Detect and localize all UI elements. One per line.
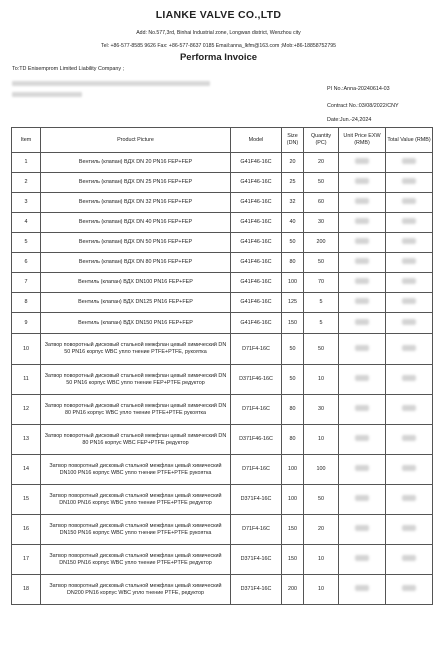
row-quantity: 100: [304, 455, 339, 485]
row-item: 16: [12, 515, 41, 545]
row-quantity: 200: [304, 233, 339, 253]
redacted-value: [355, 585, 369, 591]
row-unit-price-redacted: [339, 173, 386, 193]
row-unit-price-redacted: [339, 233, 386, 253]
row-unit-price-redacted: [339, 575, 386, 605]
redacted-value: [355, 158, 369, 164]
header-quantity: Quantity (PC): [304, 128, 339, 153]
header-unit-price: Unit Price EXW (RMB): [339, 128, 386, 153]
row-description: Вентиль (клапан) ВДХ DN 32 PN16 FEP+FEP: [41, 193, 231, 213]
row-unit-price-redacted: [339, 515, 386, 545]
row-quantity: 10: [304, 545, 339, 575]
table-row: [12, 455, 433, 485]
redacted-value: [402, 345, 416, 351]
redacted-recipient-line-1: [12, 81, 210, 86]
row-item: 17: [12, 545, 41, 575]
row-size: 100: [282, 273, 304, 293]
table-row: [12, 193, 433, 213]
row-total-value-redacted: [386, 233, 433, 253]
document-title: Performa Invoice: [179, 52, 258, 63]
header-model: Model: [231, 128, 282, 153]
redacted-value: [402, 218, 416, 224]
row-size: 100: [282, 455, 304, 485]
row-total-value-redacted: [386, 213, 433, 233]
row-total-value-redacted: [386, 334, 433, 365]
redacted-value: [402, 405, 416, 411]
invoice-date: Date:Jun.-24,2024: [327, 117, 372, 123]
row-unit-price-redacted: [339, 455, 386, 485]
row-model: D371F46-16C: [231, 425, 282, 455]
row-quantity: 10: [304, 575, 339, 605]
row-model: D371F4-16C: [231, 575, 282, 605]
table-row: [12, 334, 433, 365]
row-quantity: 10: [304, 425, 339, 455]
row-size: 50: [282, 233, 304, 253]
row-total-value-redacted: [386, 173, 433, 193]
table-row: [12, 545, 433, 575]
company-name: LIANKE VALVE CO.,LTD: [155, 9, 282, 21]
row-model: G41F46-16C: [231, 273, 282, 293]
redacted-value: [402, 298, 416, 304]
row-item: 3: [12, 193, 41, 213]
row-quantity: 10: [304, 365, 339, 395]
row-model: G41F46-16C: [231, 153, 282, 173]
row-total-value-redacted: [386, 273, 433, 293]
redacted-value: [355, 345, 369, 351]
row-quantity: 70: [304, 273, 339, 293]
redacted-value: [402, 585, 416, 591]
row-item: 11: [12, 365, 41, 395]
row-item: 2: [12, 173, 41, 193]
row-description: Затвор поворотный дисковый стальной межфлан цевый химический DN 80 PN16 корпус WBC FEP+PTFE редуктор: [41, 425, 231, 455]
table-row: [12, 253, 433, 273]
table-row: [12, 365, 433, 395]
row-quantity: 60: [304, 193, 339, 213]
row-model: D371F4-16C: [231, 485, 282, 515]
row-model: D71F4-16C: [231, 455, 282, 485]
header-product-picture: Product Picture: [41, 128, 231, 153]
row-total-value-redacted: [386, 153, 433, 173]
redacted-value: [402, 178, 416, 184]
row-item: 4: [12, 213, 41, 233]
row-unit-price-redacted: [339, 193, 386, 213]
redacted-value: [355, 278, 369, 284]
row-model: G41F46-16C: [231, 213, 282, 233]
row-unit-price-redacted: [339, 153, 386, 173]
row-unit-price-redacted: [339, 365, 386, 395]
row-size: 80: [282, 425, 304, 455]
row-total-value-redacted: [386, 545, 433, 575]
row-quantity: 50: [304, 485, 339, 515]
row-unit-price-redacted: [339, 273, 386, 293]
table-row: [12, 313, 433, 334]
redacted-value: [355, 375, 369, 381]
row-size: 150: [282, 545, 304, 575]
contract-number: Contract No.:03/08/2022/CNY: [327, 103, 399, 109]
row-model: G41F46-16C: [231, 193, 282, 213]
row-quantity: 20: [304, 515, 339, 545]
row-size: 150: [282, 515, 304, 545]
redacted-value: [355, 525, 369, 531]
redacted-value: [402, 238, 416, 244]
table-row: [12, 213, 433, 233]
row-total-value-redacted: [386, 485, 433, 515]
row-unit-price-redacted: [339, 313, 386, 334]
row-quantity: 50: [304, 334, 339, 365]
invoice-table: [11, 127, 433, 605]
header-total-value: Total Value (RMB): [386, 128, 433, 153]
row-total-value-redacted: [386, 575, 433, 605]
table-row: [12, 515, 433, 545]
table-row: [12, 173, 433, 193]
recipient-label: To:TD Enisemprom Limited Liability Company ;: [12, 66, 125, 72]
redacted-value: [402, 555, 416, 561]
redacted-recipient-line-2: [12, 92, 82, 97]
redacted-value: [402, 198, 416, 204]
table-row: [12, 425, 433, 455]
pi-number: PI No.:Anna-20240614-03: [327, 86, 390, 92]
redacted-value: [355, 298, 369, 304]
row-description: Затвор поворотный дисковый стальной межфлан цевый химический DN 50 PN16 корпус WBC упло тнение PTFE+PTFE, рукоятка: [41, 334, 231, 365]
row-item: 18: [12, 575, 41, 605]
table-row: [12, 293, 433, 313]
row-description: Вентиль (клапан) ВДХ DN 20 PN16 FEP+FEP: [41, 153, 231, 173]
row-model: D71F4-16C: [231, 334, 282, 365]
row-size: 50: [282, 334, 304, 365]
row-total-value-redacted: [386, 253, 433, 273]
row-model: D371F4-16C: [231, 545, 282, 575]
row-size: 32: [282, 193, 304, 213]
row-item: 10: [12, 334, 41, 365]
row-description: Вентиль (клапан) ВДХ DN 80 PN16 FEP+FEP: [41, 253, 231, 273]
row-model: D71F4-16C: [231, 395, 282, 425]
row-size: 25: [282, 173, 304, 193]
row-model: G41F46-16C: [231, 173, 282, 193]
row-unit-price-redacted: [339, 293, 386, 313]
table-row: [12, 233, 433, 253]
row-total-value-redacted: [386, 193, 433, 213]
row-description: Затвор поворотный дисковый стальной межфлан цевый химический DN100 PN16 корпус WBC упло тнение PTFE+PTFE рукоятка: [41, 455, 231, 485]
row-quantity: 5: [304, 313, 339, 334]
row-size: 50: [282, 365, 304, 395]
redacted-value: [355, 258, 369, 264]
row-item: 6: [12, 253, 41, 273]
row-model: D71F4-16C: [231, 515, 282, 545]
redacted-value: [402, 525, 416, 531]
row-description: Затвор поворотный дисковый стальной межфлан цевый химический DN150 PN16 корпус WBC упло тнение PTFE+PTFE редуктор: [41, 545, 231, 575]
row-quantity: 20: [304, 153, 339, 173]
row-quantity: 50: [304, 253, 339, 273]
row-model: G41F46-16C: [231, 233, 282, 253]
redacted-value: [355, 238, 369, 244]
row-description: Затвор поворотный дисковый стальной межфлан цевый химический DN100 PN16 корпус WBC упло тнение PTFE+PTFE редуктор: [41, 485, 231, 515]
redacted-value: [355, 319, 369, 325]
row-item: 1: [12, 153, 41, 173]
row-description: Вентиль (клапан) ВДХ DN 25 PN16 FEP+FEP: [41, 173, 231, 193]
redacted-value: [355, 465, 369, 471]
row-total-value-redacted: [386, 515, 433, 545]
redacted-value: [402, 319, 416, 325]
row-item: 8: [12, 293, 41, 313]
row-total-value-redacted: [386, 313, 433, 334]
redacted-value: [402, 375, 416, 381]
row-unit-price-redacted: [339, 545, 386, 575]
header-size: Size (DN): [282, 128, 304, 153]
table-header-row: [12, 128, 433, 153]
row-description: Вентиль (клапан) ВДХ DN150 PN16 FEP+FEP: [41, 313, 231, 334]
row-model: G41F46-16C: [231, 313, 282, 334]
row-total-value-redacted: [386, 293, 433, 313]
company-address: Add: No.577,3rd, Binhai Industrial zone, Longwan district, Wenzhou city: [136, 30, 301, 36]
row-quantity: 30: [304, 213, 339, 233]
row-unit-price-redacted: [339, 253, 386, 273]
row-item: 5: [12, 233, 41, 253]
row-item: 13: [12, 425, 41, 455]
row-item: 12: [12, 395, 41, 425]
row-item: 9: [12, 313, 41, 334]
row-model: D371F46-16C: [231, 365, 282, 395]
row-item: 7: [12, 273, 41, 293]
row-unit-price-redacted: [339, 334, 386, 365]
redacted-value: [355, 435, 369, 441]
row-size: 40: [282, 213, 304, 233]
row-item: 14: [12, 455, 41, 485]
row-size: 80: [282, 395, 304, 425]
row-model: G41F46-16C: [231, 293, 282, 313]
row-size: 125: [282, 293, 304, 313]
row-description: Затвор поворотный дисковый стальной межфлан цевый химический DN150 PN16 корпус WBC упло тнение PTFE+PTFE рукоятка: [41, 515, 231, 545]
row-quantity: 30: [304, 395, 339, 425]
company-contacts: Tel: +86-577-8585 9626 Fax: +86-577-8637 0185 Email:anna_lkfm@163.com ;Mob:+86-18858752795: [101, 43, 336, 49]
row-item: 15: [12, 485, 41, 515]
row-total-value-redacted: [386, 395, 433, 425]
redacted-value: [355, 405, 369, 411]
header-item: Item: [12, 128, 41, 153]
row-size: 200: [282, 575, 304, 605]
redacted-value: [402, 278, 416, 284]
redacted-value: [402, 495, 416, 501]
row-quantity: 5: [304, 293, 339, 313]
redacted-value: [402, 465, 416, 471]
row-total-value-redacted: [386, 365, 433, 395]
row-unit-price-redacted: [339, 425, 386, 455]
row-model: G41F46-16C: [231, 253, 282, 273]
row-unit-price-redacted: [339, 395, 386, 425]
row-size: 100: [282, 485, 304, 515]
row-description: Вентиль (клапан) ВДХ DN100 PN16 FEP+FEP: [41, 273, 231, 293]
row-description: Вентиль (клапан) ВДХ DN125 PN16 FEP+FEP: [41, 293, 231, 313]
redacted-value: [355, 198, 369, 204]
table-row: [12, 153, 433, 173]
row-unit-price-redacted: [339, 213, 386, 233]
row-total-value-redacted: [386, 425, 433, 455]
row-size: 20: [282, 153, 304, 173]
table-row: [12, 395, 433, 425]
redacted-value: [402, 258, 416, 264]
row-description: Вентиль (клапан) ВДХ DN 50 PN16 FEP+FEP: [41, 233, 231, 253]
row-description: Затвор поворотный дисковый стальной межфлан цевый химический DN 50 PN16 корпус WBC упло тнение FEP+PTFE редуктор: [41, 365, 231, 395]
redacted-value: [355, 555, 369, 561]
row-total-value-redacted: [386, 455, 433, 485]
row-description: Вентиль (клапан) ВДХ DN 40 PN16 FEP+FEP: [41, 213, 231, 233]
redacted-value: [402, 158, 416, 164]
redacted-value: [355, 178, 369, 184]
row-unit-price-redacted: [339, 485, 386, 515]
redacted-value: [402, 435, 416, 441]
row-quantity: 50: [304, 173, 339, 193]
table-row: [12, 575, 433, 605]
row-description: Затвор поворотный дисковый стальной межфлан цевый химический DN 80 PN16 корпус WBC упло тнение PTFE+PTFE рукоятка: [41, 395, 231, 425]
table-row: [12, 273, 433, 293]
table-row: [12, 485, 433, 515]
row-size: 150: [282, 313, 304, 334]
row-description: Затвор поворотный дисковый стальной межфлан цевый химический DN200 PN16 корпус WBC упло тнение PTFE, редуктор: [41, 575, 231, 605]
redacted-value: [355, 495, 369, 501]
redacted-value: [355, 218, 369, 224]
row-size: 80: [282, 253, 304, 273]
